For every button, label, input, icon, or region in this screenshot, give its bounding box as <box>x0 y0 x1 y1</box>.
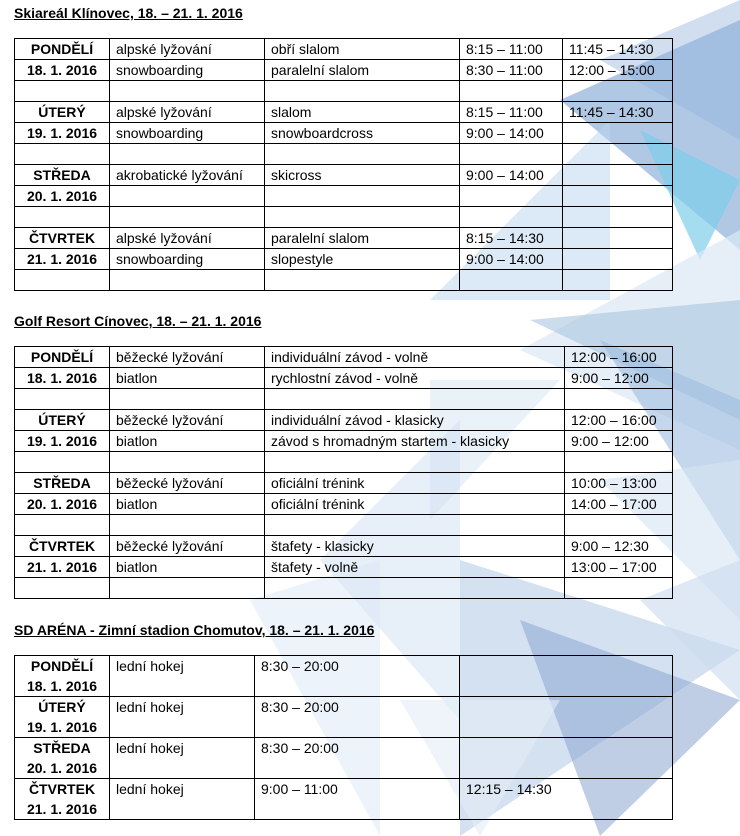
time-cell: 8:30 – 20:00 <box>255 697 460 738</box>
discipline-cell: lední hokej <box>110 697 255 738</box>
day-label: ČTVRTEK <box>28 781 96 797</box>
time-cell <box>563 123 673 144</box>
event-cell <box>265 186 460 207</box>
spacer-row <box>15 389 673 410</box>
time-cell: 9:00 – 12:30 <box>565 536 673 557</box>
discipline-cell: akrobatické lyžování <box>110 165 265 186</box>
discipline-cell: běžecké lyžování <box>110 536 265 557</box>
date-label: 18. 1. 2016 <box>26 678 98 694</box>
date-label: 21. 1. 2016 <box>26 801 98 817</box>
section-title: Golf Resort Cínovec, 18. – 21. 1. 2016 <box>14 313 262 329</box>
spacer-row <box>15 270 673 291</box>
table-row <box>15 536 673 557</box>
discipline-cell: biatlon <box>110 368 265 389</box>
time-cell: 12:15 – 14:30 <box>460 779 673 820</box>
table-row <box>15 738 673 779</box>
table-row <box>15 697 673 738</box>
event-cell: individuální závod - klasicky <box>265 410 565 431</box>
table-row <box>15 60 673 81</box>
spacer-row <box>15 578 673 599</box>
discipline-cell: lední hokej <box>110 656 255 697</box>
event-cell: závod s hromadným startem - klasicky <box>265 431 565 452</box>
date-cell: 20. 1. 2016 <box>15 494 110 515</box>
table-body <box>15 656 673 820</box>
time-cell <box>563 249 673 270</box>
schedule-table-sd-arena <box>14 655 673 820</box>
time-cell: 9:00 – 11:00 <box>255 779 460 820</box>
date-cell: 19. 1. 2016 <box>15 431 110 452</box>
date-cell: 20. 1. 2016 <box>15 186 110 207</box>
time-cell <box>563 186 673 207</box>
date-cell: 18. 1. 2016 <box>15 60 110 81</box>
day-cell: ÚTERÝ <box>15 410 110 431</box>
date-cell: 21. 1. 2016 <box>15 249 110 270</box>
table-row <box>15 410 673 431</box>
table-row <box>15 473 673 494</box>
event-cell: obří slalom <box>265 39 460 60</box>
day-cell: ČTVRTEK <box>15 228 110 249</box>
time-cell: 8:30 – 20:00 <box>255 738 460 779</box>
discipline-cell: lední hokej <box>110 779 255 820</box>
event-cell: rychlostní závod - volně <box>265 368 565 389</box>
table-row <box>15 228 673 249</box>
event-cell: štafety - volně <box>265 557 565 578</box>
date-cell: 21. 1. 2016 <box>15 557 110 578</box>
discipline-cell: snowboarding <box>110 123 265 144</box>
day-label: PONDĚLÍ <box>30 658 94 674</box>
time-cell: 9:00 – 12:00 <box>565 431 673 452</box>
section-klinovec <box>14 4 243 22</box>
time-cell: 10:00 – 13:00 <box>565 473 673 494</box>
section-title: SD ARÉNA - Zimní stadion Chomutov, 18. – 21. 1. 2016 <box>14 622 375 638</box>
day-label: STŘEDA <box>33 740 91 756</box>
table-body <box>15 39 673 291</box>
table-row <box>15 165 673 186</box>
time-cell: 8:30 – 20:00 <box>255 656 460 697</box>
time-cell: 9:00 – 14:00 <box>460 165 563 186</box>
discipline-cell: biatlon <box>110 494 265 515</box>
time-cell: 11:45 – 14:30 <box>563 102 673 123</box>
date-label: 20. 1. 2016 <box>26 760 98 776</box>
day-cell <box>15 656 110 697</box>
table-row <box>15 494 673 515</box>
time-cell: 9:00 – 14:00 <box>460 249 563 270</box>
schedule-table <box>14 655 673 820</box>
event-cell: oficiální trénink <box>265 494 565 515</box>
day-cell <box>15 779 110 820</box>
section-sd-arena <box>14 621 374 639</box>
time-cell: 9:00 – 14:00 <box>460 123 563 144</box>
time-cell <box>460 656 673 697</box>
spacer-row <box>15 81 673 102</box>
schedule-table-cinovec <box>14 346 673 599</box>
day-cell: STŘEDA <box>15 165 110 186</box>
day-cell: ČTVRTEK <box>15 536 110 557</box>
time-cell: 12:00 – 16:00 <box>565 410 673 431</box>
event-cell: štafety - klasicky <box>265 536 565 557</box>
discipline-cell: snowboarding <box>110 60 265 81</box>
section-title: Skiareál Klínovec, 18. – 21. 1. 2016 <box>14 5 243 21</box>
discipline-cell: alpské lyžování <box>110 228 265 249</box>
day-cell <box>15 697 110 738</box>
schedule-table <box>14 346 673 599</box>
section-cinovec <box>14 312 261 330</box>
day-cell <box>15 738 110 779</box>
discipline-cell: biatlon <box>110 557 265 578</box>
day-cell: PONDĚLÍ <box>15 39 110 60</box>
discipline-cell: snowboarding <box>110 249 265 270</box>
table-row <box>15 39 673 60</box>
day-cell: STŘEDA <box>15 473 110 494</box>
day-cell: PONDĚLÍ <box>15 347 110 368</box>
table-row <box>15 368 673 389</box>
table-row <box>15 249 673 270</box>
date-label: 19. 1. 2016 <box>26 719 98 735</box>
table-row <box>15 431 673 452</box>
spacer-row <box>15 207 673 228</box>
event-cell: snowboardcross <box>265 123 460 144</box>
schedule-table-klinovec <box>14 38 673 291</box>
spacer-row <box>15 144 673 165</box>
discipline-cell: běžecké lyžování <box>110 347 265 368</box>
day-label: ÚTERÝ <box>38 699 86 715</box>
time-cell: 12:00 – 15:00 <box>563 60 673 81</box>
time-cell <box>460 186 563 207</box>
time-cell <box>460 738 673 779</box>
event-cell: paralelní slalom <box>265 228 460 249</box>
discipline-cell <box>110 186 265 207</box>
discipline-cell: běžecké lyžování <box>110 410 265 431</box>
table-row <box>15 123 673 144</box>
time-cell: 14:00 – 17:00 <box>565 494 673 515</box>
discipline-cell: běžecké lyžování <box>110 473 265 494</box>
time-cell <box>563 228 673 249</box>
event-cell: oficiální trénink <box>265 473 565 494</box>
discipline-cell: lední hokej <box>110 738 255 779</box>
table-body <box>15 347 673 599</box>
table-row <box>15 102 673 123</box>
time-cell <box>460 697 673 738</box>
time-cell: 8:15 – 11:00 <box>460 102 563 123</box>
time-cell: 8:15 – 11:00 <box>460 39 563 60</box>
time-cell <box>563 165 673 186</box>
table-row <box>15 779 673 820</box>
time-cell: 13:00 – 17:00 <box>565 557 673 578</box>
spacer-row <box>15 515 673 536</box>
discipline-cell: alpské lyžování <box>110 39 265 60</box>
event-cell: paralelní slalom <box>265 60 460 81</box>
spacer-row <box>15 452 673 473</box>
event-cell: skicross <box>265 165 460 186</box>
time-cell: 8:15 – 14:30 <box>460 228 563 249</box>
time-cell: 11:45 – 14:30 <box>563 39 673 60</box>
event-cell: individuální závod - volně <box>265 347 565 368</box>
event-cell: slalom <box>265 102 460 123</box>
time-cell: 8:30 – 11:00 <box>460 60 563 81</box>
table-row <box>15 557 673 578</box>
date-cell: 18. 1. 2016 <box>15 368 110 389</box>
day-cell: ÚTERÝ <box>15 102 110 123</box>
table-row <box>15 656 673 697</box>
event-cell: slopestyle <box>265 249 460 270</box>
time-cell: 9:00 – 12:00 <box>565 368 673 389</box>
table-row <box>15 347 673 368</box>
schedule-table <box>14 38 673 291</box>
discipline-cell: biatlon <box>110 431 265 452</box>
time-cell: 12:00 – 16:00 <box>565 347 673 368</box>
table-row <box>15 186 673 207</box>
date-cell: 19. 1. 2016 <box>15 123 110 144</box>
discipline-cell: alpské lyžování <box>110 102 265 123</box>
